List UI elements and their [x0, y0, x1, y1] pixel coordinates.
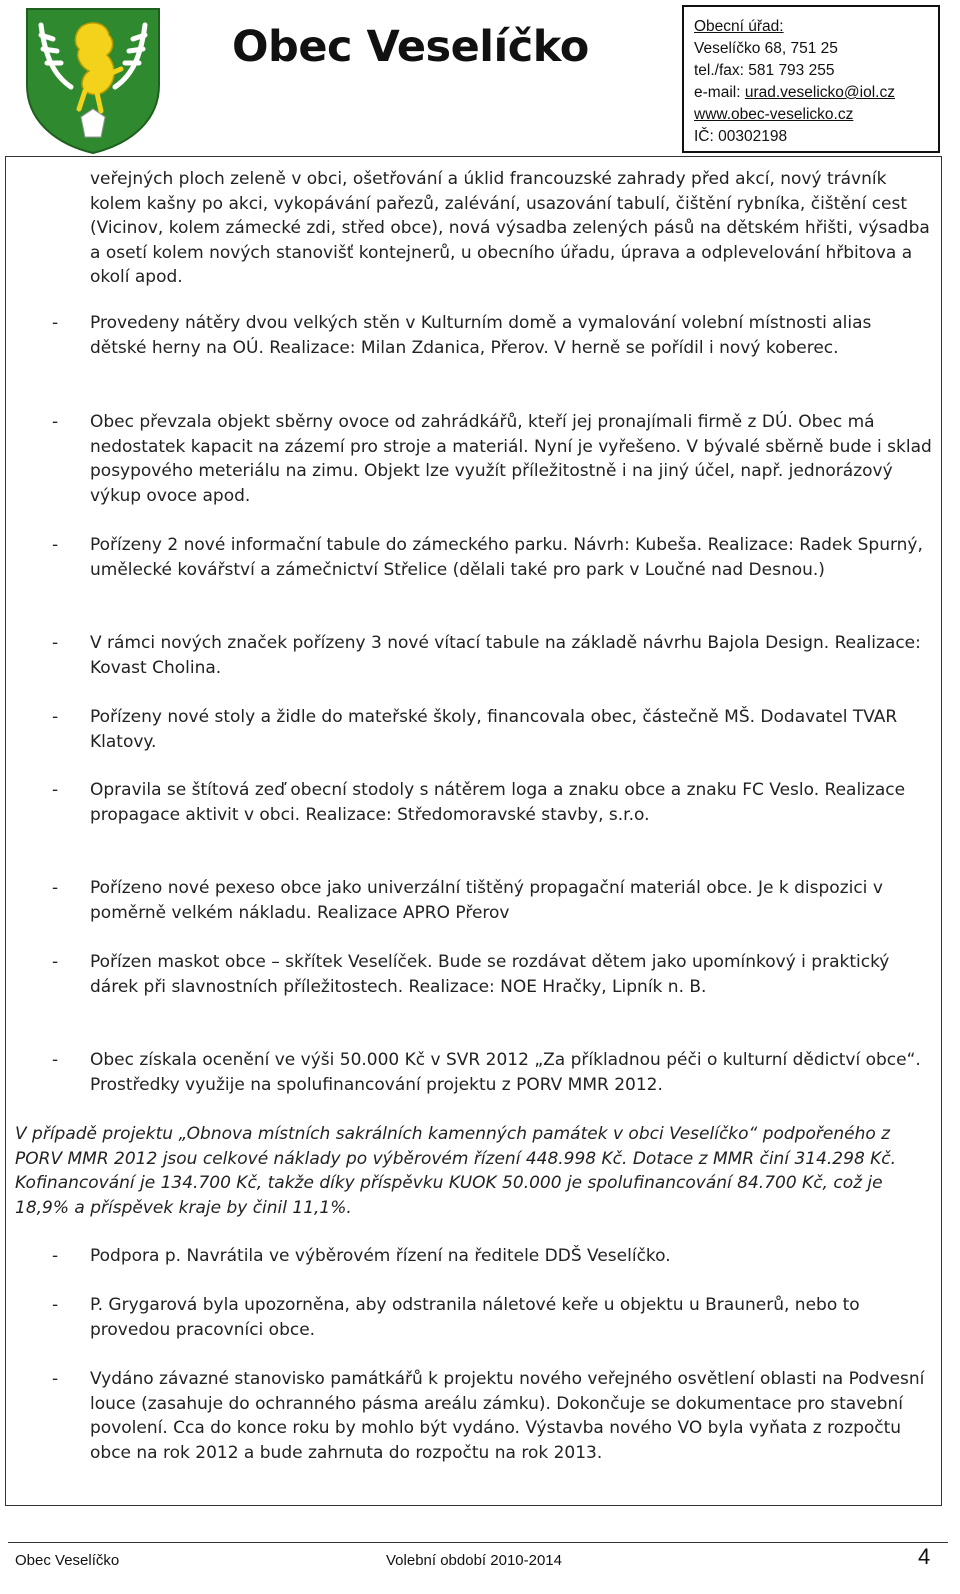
list-item-text: Obec získala ocenění ve výši 50.000 Kč v SVR 2012 „Za příkladnou péči o kulturní dědictví obce“. Prostředky využije na spolufinancování projektu z PORV MMR 2012.	[90, 1050, 921, 1095]
list-item	[52, 1244, 932, 1269]
list-dash: -	[52, 1050, 59, 1070]
list-dash: -	[52, 535, 59, 555]
office-phone: tel./fax: 581 793 255	[694, 62, 835, 79]
list-item-text: Pořízen maskot obce – skřítek Veselíček. Bude se rozdávat dětem jako upomínkový i praktický dárek při slavnostních příležitostech. Realizace: NOE Hračky, Lipník n. B.	[90, 952, 890, 997]
list-item-text: Pořízeny 2 nové informační tabule do zámeckého parku. Návrh: Kubeša. Realizace: Radek Spurný, umělecké kovářství a zámečnictví Střelice (dělali také pro park v Loučné nad Desnou.)	[90, 535, 923, 580]
list-item	[52, 410, 932, 508]
list-item-text: V rámci nových značek pořízeny 3 nové vítací tabule na základě návrhu Bajola Design. Realizace: Kovast Cholina.	[90, 633, 921, 678]
coat-of-arms-icon	[23, 5, 163, 155]
office-ic: IČ: 00302198	[694, 128, 788, 145]
list-item-text: Provedeny nátěry dvou velkých stěn v Kulturním domě a vymalování volební místnosti alias dětské herny na OÚ. Realizace: Milan Zdanica, Přerov. V herně se pořídil i nový koberec.	[90, 313, 872, 358]
list-item	[52, 950, 932, 999]
list-dash: -	[52, 780, 59, 800]
list-dash: -	[52, 1369, 59, 1389]
office-web-link[interactable]: www.obec-veselicko.cz	[694, 106, 854, 123]
list-item	[52, 1048, 932, 1097]
page-title: Obec Veselíčko	[232, 22, 589, 72]
footer-term: Volební období 2010-2014	[386, 1552, 562, 1569]
list-item-text: Obec převzala objekt sběrny ovoce od zahrádkářů, kteří jej pronajímali firmě z DÚ. Obec má nedostatek kapacit na zázemí pro stroje a materiál. Nyní je vyřešeno. V bývalé sběrně bude i sklad posypového meteriálu na zimu. Objekt lze využít příležitostně i na jiný účel, např. jednorázový výkup ovoce apod.	[90, 412, 932, 506]
page-footer	[0, 1540, 960, 1594]
list-item	[52, 1367, 932, 1465]
office-email-line	[694, 82, 938, 104]
list-item	[52, 1293, 932, 1342]
list-item-text: Pořízeny nové stoly a židle do mateřské školy, financovala obec, částečně MŠ. Dodavatel TVAR Klatovy.	[90, 707, 898, 752]
list-item-text: Pořízeno nové pexeso obce jako univerzální tištěný propagační materiál obce. Je k dispozici v poměrně velkém nákladu. Realizace APRO Přerov	[90, 878, 883, 923]
list-item-text: Vydáno závazné stanovisko památkářů k projektu nového veřejného osvětlení oblasti na Podvesní louce (zasahuje do ochranného pásma areálu zámku). Dokončuje se dokumentace pro stavební povolení. Cca do konce roku by mohlo být vydáno. Výstavba nového VO byla vyňata z rozpočtu obce na rok 2012 a bude zahrnuta do rozpočtu na rok 2013.	[90, 1369, 925, 1463]
list-item	[52, 311, 932, 360]
list-item	[52, 778, 932, 827]
list-dash: -	[52, 1246, 59, 1266]
page-header	[0, 0, 960, 160]
list-dash: -	[52, 412, 59, 432]
office-email-link[interactable]: urad.veselicko@iol.cz	[744, 84, 895, 101]
list-item-text: P. Grygarová byla upozorněna, aby odstranila náletové keře u objektu u Braunerů, nebo to provedou pracovníci obce.	[90, 1295, 860, 1340]
list-item	[52, 876, 932, 925]
list-dash: -	[52, 633, 59, 653]
office-contact-box	[682, 5, 940, 153]
list-dash: -	[52, 1295, 59, 1315]
list-dash: -	[52, 707, 59, 727]
footer-municipality: Obec Veselíčko	[15, 1552, 120, 1569]
intro-paragraph: veřejných ploch zeleně v obci, ošetřování a úklid francouzské zahrady před akcí, nový trávník kolem kašny po akci, vykopávání pařezů, zalévání, usazování tabulí, čištění rybníka, čištění cest (Vicinov, kolem zámecké zdi, střed obce), nová výsadba zelených pásů na dětském hřišti, výsadba a osetí kolem nových stanovišť kontejnerů, u obecního úřadu, úprava a odplevelování hřbitova a okolí apod.	[90, 169, 930, 288]
office-label: Obecní úřad:	[694, 18, 784, 35]
office-address: Veselíčko 68, 751 25	[694, 40, 838, 57]
footer-divider	[8, 1542, 948, 1543]
page-number: 4	[918, 1544, 931, 1569]
list-dash: -	[52, 878, 59, 898]
list-dash: -	[52, 313, 59, 333]
italic-note: V případě projektu „Obnova místních sakrálních kamenných památek v obci Veselíčko“ podpořeného z PORV MMR 2012 jsou celkové náklady po výběrovém řízení 448.998 Kč. Dotace z MMR činí 314.298 Kč. Kofinancování je 134.700 Kč, takže díky příspěvku KUOK 50.000 je spolufinancování 84.700 Kč, což je 18,9% a příspěvek kraje by činil 11,1%.	[15, 1124, 897, 1218]
list-item	[52, 533, 932, 582]
office-email-prefix: e-mail:	[694, 84, 745, 101]
list-item	[52, 705, 932, 754]
list-item-text: Opravila se štítová zeď obecní stodoly s nátěrem loga a znaku obce a znaku FC Veslo. Realizace propagace aktivit v obci. Realizace: Středomoravské stavby, s.r.o.	[90, 780, 906, 825]
list-item	[52, 631, 932, 680]
report-content-box	[5, 156, 942, 1506]
list-item-text: Podpora p. Navrátila ve výběrovém řízení na ředitele DDŠ Veselíčko.	[90, 1246, 671, 1266]
list-dash: -	[52, 952, 59, 972]
